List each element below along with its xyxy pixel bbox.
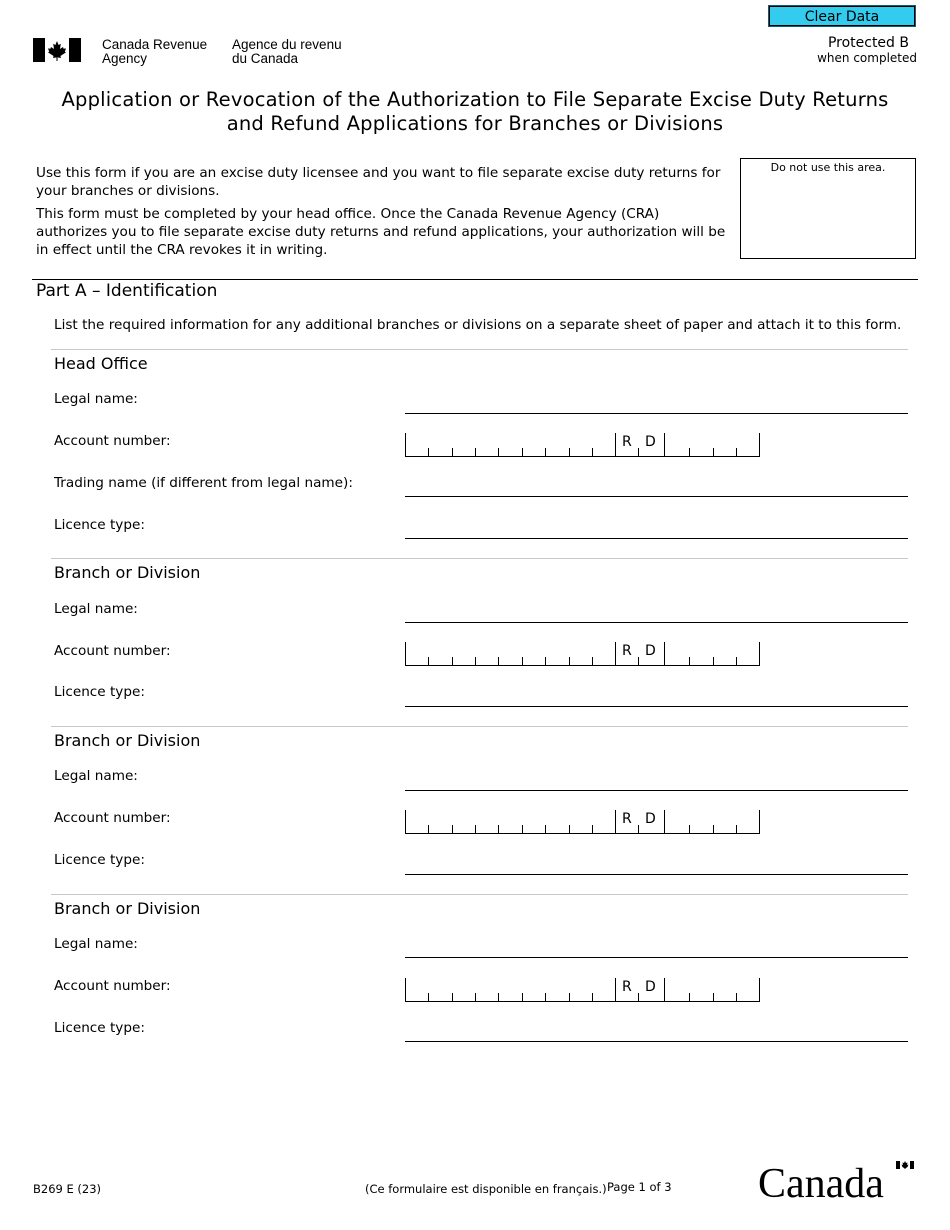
agency-en-line2: Agency — [102, 51, 148, 66]
account-digit-divider — [689, 448, 690, 456]
account-digit-divider — [615, 642, 616, 665]
part-a-divider — [32, 279, 918, 280]
account-digit-divider — [592, 448, 593, 456]
section-divider — [51, 349, 908, 350]
account-digit-divider — [545, 993, 546, 1001]
account-digit-divider — [689, 993, 690, 1001]
form-title — [20, 88, 930, 136]
branch-1-account-number-field[interactable] — [405, 642, 760, 666]
account-digit-divider — [452, 448, 453, 456]
account-digit-divider — [522, 993, 523, 1001]
account-digit-divider — [736, 448, 737, 456]
account-digit-divider — [428, 657, 429, 665]
section-divider — [51, 894, 908, 895]
title-line2: and Refund Applications for Branches or Divisions — [226, 112, 724, 135]
account-digit-divider — [592, 825, 593, 833]
account-digit-divider — [759, 433, 760, 456]
account-digit-divider — [615, 810, 616, 833]
clear-data-button[interactable]: Clear Data — [769, 6, 915, 26]
account-digit-divider — [405, 433, 406, 456]
account-digit-divider — [759, 642, 760, 665]
account-digit-divider — [736, 657, 737, 665]
account-digit-divider — [569, 657, 570, 665]
account-digit-divider — [759, 810, 760, 833]
licence-type-label: Licence type: — [54, 517, 145, 533]
intro-paragraph-2: This form must be completed by your head office. Once the Canada Revenue Agency (CRA) authorizes you to file separate excise duty returns and refund applications, your authorization will be in effect until the CRA revokes it in writing. — [36, 206, 726, 258]
branch-3-legal-name-field[interactable] — [405, 957, 908, 958]
branch-title: Branch or Division — [54, 731, 201, 750]
branch-1-licence-type-field[interactable] — [405, 706, 908, 707]
agency-fr-line2: du Canada — [232, 51, 299, 66]
section-divider — [51, 558, 908, 559]
account-program-letter: D — [645, 979, 656, 995]
form-code: B269 E (23) — [33, 1182, 102, 1196]
account-digit-divider — [713, 825, 714, 833]
account-digit-divider — [736, 825, 737, 833]
account-digit-divider — [615, 978, 616, 1001]
account-digit-divider — [638, 825, 639, 833]
account-digit-divider — [522, 448, 523, 456]
branch-1-legal-name-field[interactable] — [405, 622, 908, 623]
office-use-label: Do not use this area. — [770, 161, 886, 174]
account-number-label: Account number: — [54, 978, 171, 994]
account-program-letter: D — [645, 643, 656, 659]
canada-wordmark — [758, 1159, 916, 1201]
account-digit-divider — [689, 825, 690, 833]
account-digit-divider — [713, 448, 714, 456]
branch-title: Branch or Division — [54, 899, 201, 918]
account-digit-divider — [498, 448, 499, 456]
account-digit-divider — [475, 448, 476, 456]
account-digit-divider — [592, 657, 593, 665]
account-digit-divider — [428, 448, 429, 456]
canada-flag-icon — [33, 38, 81, 62]
part-a-instruction: List the required information for any additional branches or divisions on a separate sheet of paper and attach it to this form. — [54, 317, 902, 333]
account-digit-divider — [713, 993, 714, 1001]
legal-name-label: Legal name: — [54, 601, 138, 617]
account-digit-divider — [498, 657, 499, 665]
legal-name-label: Legal name: — [54, 768, 138, 784]
account-digit-divider — [664, 810, 665, 833]
account-digit-divider — [664, 642, 665, 665]
agency-fr-line1: Agence du revenu — [232, 37, 342, 52]
legal-name-label: Legal name: — [54, 391, 138, 407]
account-digit-divider — [638, 993, 639, 1001]
office-use-box — [740, 158, 916, 259]
account-digit-divider — [689, 657, 690, 665]
account-digit-divider — [592, 993, 593, 1001]
licence-type-label: Licence type: — [54, 852, 145, 868]
account-digit-divider — [405, 642, 406, 665]
branch-2-account-number-field[interactable] — [405, 810, 760, 834]
account-digit-divider — [545, 657, 546, 665]
agency-name-fr — [232, 38, 342, 66]
protected-label: Protected B — [827, 35, 909, 51]
account-number-label: Account number: — [54, 643, 171, 659]
branch-2-licence-type-field[interactable] — [405, 874, 908, 875]
account-digit-divider — [522, 825, 523, 833]
account-number-label: Account number: — [54, 810, 171, 826]
page-number: Page 1 of 3 — [607, 1180, 672, 1194]
part-a-title: Part A – Identification — [36, 281, 218, 301]
account-digit-divider — [759, 978, 760, 1001]
account-digit-divider — [498, 993, 499, 1001]
licence-type-label: Licence type: — [54, 684, 145, 700]
head-office-title: Head Office — [54, 354, 148, 373]
account-digit-divider — [428, 825, 429, 833]
account-digit-divider — [569, 993, 570, 1001]
account-program-letter: D — [645, 811, 656, 827]
account-digit-divider — [452, 657, 453, 665]
account-digit-divider — [475, 993, 476, 1001]
account-digit-divider — [498, 825, 499, 833]
account-digit-divider — [545, 448, 546, 456]
account-digit-divider — [638, 448, 639, 456]
account-digit-divider — [475, 825, 476, 833]
account-digit-divider — [428, 993, 429, 1001]
account-digit-divider — [405, 810, 406, 833]
account-digit-divider — [664, 433, 665, 456]
head-office-legal-name-field[interactable] — [405, 413, 908, 414]
legal-name-label: Legal name: — [54, 936, 138, 952]
account-digit-divider — [452, 825, 453, 833]
branch-2-legal-name-field[interactable] — [405, 790, 908, 791]
account-digit-divider — [545, 825, 546, 833]
account-digit-divider — [736, 993, 737, 1001]
account-digit-divider — [569, 825, 570, 833]
account-program-letter: R — [622, 811, 632, 827]
agency-name-en — [102, 38, 207, 66]
account-program-letter: R — [622, 434, 632, 450]
account-digit-divider — [615, 433, 616, 456]
account-digit-divider — [405, 978, 406, 1001]
account-digit-divider — [569, 448, 570, 456]
agency-en-line1: Canada Revenue — [102, 37, 208, 52]
branch-3-licence-type-field[interactable] — [405, 1041, 908, 1042]
branch-title: Branch or Division — [54, 563, 201, 582]
head-office-account-number-field[interactable] — [405, 433, 760, 457]
account-digit-divider — [638, 657, 639, 665]
head-office-trading-name-field[interactable] — [405, 496, 908, 497]
svg-text:Canada: Canada — [758, 1161, 884, 1201]
account-digit-divider — [713, 657, 714, 665]
account-program-letter: R — [622, 979, 632, 995]
head-office-licence-type-field[interactable] — [405, 538, 908, 539]
licence-type-label: Licence type: — [54, 1020, 145, 1036]
account-digit-divider — [475, 657, 476, 665]
account-program-letter: R — [622, 643, 632, 659]
trading-name-label: Trading name (if different from legal name): — [54, 475, 353, 491]
french-availability-note: (Ce formulaire est disponible en français.) — [365, 1182, 607, 1196]
title-line1: Application or Revocation of the Authorization to File Separate Excise Duty Returns — [61, 88, 889, 111]
account-digit-divider — [664, 978, 665, 1001]
intro-paragraph-1: Use this form if you are an excise duty licensee and you want to file separate excise duty returns for your branches or divisions. — [36, 165, 721, 199]
account-number-label: Account number: — [54, 433, 171, 449]
branch-3-account-number-field[interactable] — [405, 978, 760, 1002]
account-program-letter: D — [645, 434, 656, 450]
account-digit-divider — [452, 993, 453, 1001]
section-divider — [51, 726, 908, 727]
protected-sublabel: when completed — [817, 51, 917, 65]
account-digit-divider — [522, 657, 523, 665]
